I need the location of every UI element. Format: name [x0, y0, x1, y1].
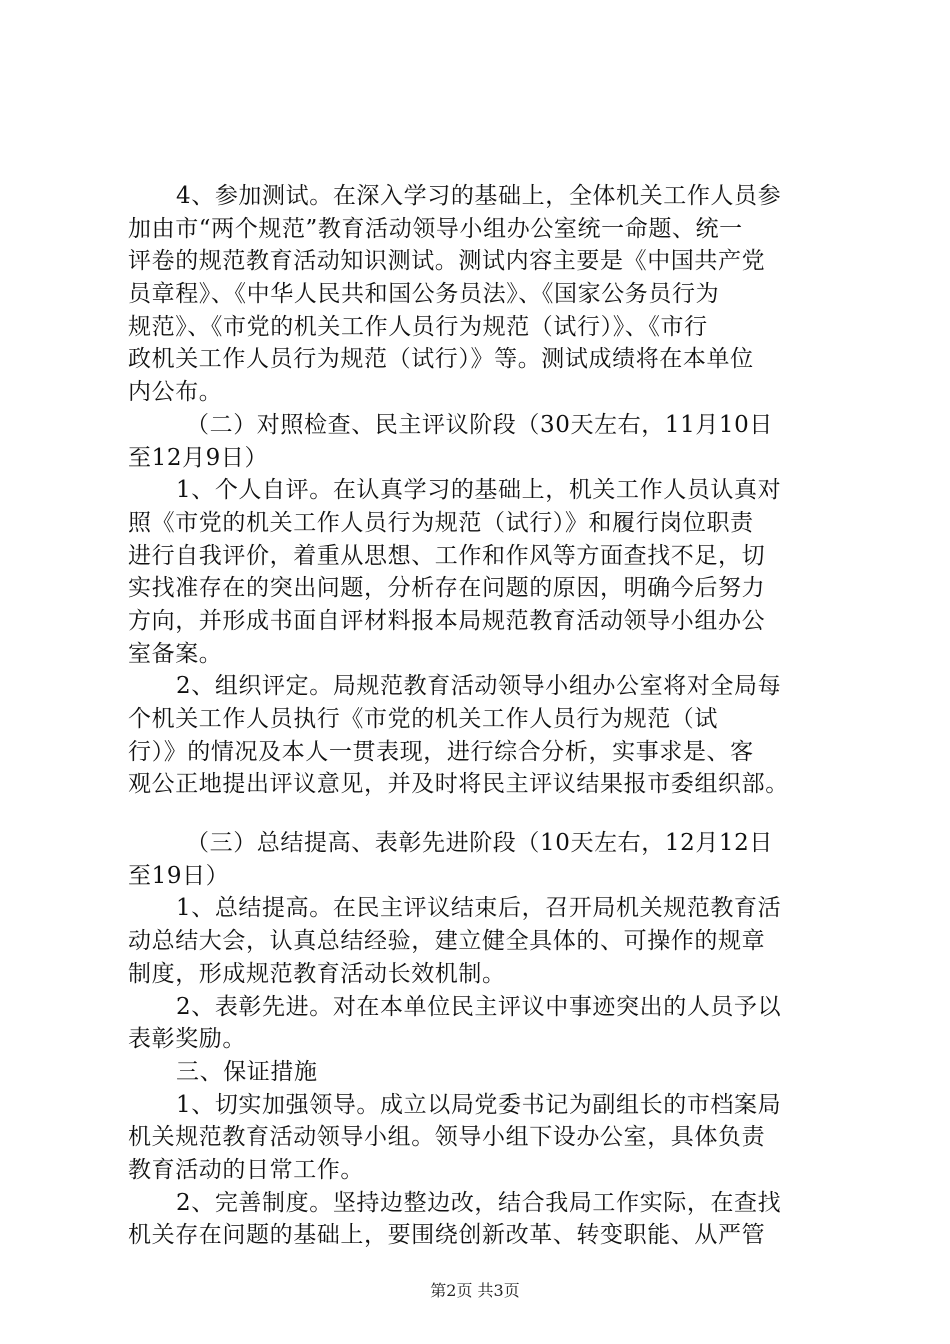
text-line: 制度，形成规范教育活动长效机制。	[128, 960, 506, 987]
text-line: 实找准存在的突出问题，分析存在问题的原因，明确今后努力	[128, 575, 766, 602]
document-body	[128, 180, 828, 1252]
text-line: 教育活动的日常工作。	[128, 1156, 364, 1183]
text-line: 三、保证措施	[176, 1058, 318, 1085]
page-footer: 第2页 共3页	[430, 1281, 520, 1300]
text-line: 观公正地提出评议意见，并及时将民主评议结果报市委组织部。	[128, 771, 789, 798]
text-line: 加由市“两个规范”教育活动领导小组办公室统一命题、统一	[128, 215, 743, 242]
text-line: （三）总结提高、表彰先进阶段（10天左右，12月12日	[186, 830, 773, 857]
text-line: 表彰奖励。	[128, 1026, 246, 1053]
text-line: （二）对照检查、民主评议阶段（30天左右，11月10日	[186, 411, 773, 438]
text-line: 方向，并形成书面自评材料报本局规范教育活动领导小组办公	[128, 607, 766, 634]
text-line: 室备案。	[128, 640, 223, 667]
paragraph-gap	[128, 801, 828, 827]
text-line: 至19日）	[128, 862, 230, 889]
text-line: 照《市党的机关工作人员行为规范（试行）》和履行岗位职责	[128, 509, 754, 536]
text-line: 动总结大会，认真总结经验，建立健全具体的、可操作的规章	[128, 928, 766, 955]
text-line: 规范》、《市党的机关工作人员行为规范（试行）》、《市行	[128, 313, 708, 340]
text-line: 1、总结提高。在民主评议结束后，召开局机关规范教育活	[176, 895, 782, 922]
text-line: 员章程》、《中华人民共和国公务员法》、《国家公务员行为	[128, 281, 720, 308]
text-line: 机关存在问题的基础上，要围绕创新改革、转变职能、从严管	[128, 1222, 766, 1249]
text-line: 进行自我评价，着重从思想、工作和作风等方面查找不足，切	[128, 542, 766, 569]
text-line: 个机关工作人员执行《市党的机关工作人员行为规范（试	[128, 706, 718, 732]
text-line: 4、参加测试。在深入学习的基础上，全体机关工作人员参	[176, 183, 782, 209]
text-line: 2、完善制度。坚持边整边改，结合我局工作实际，在查找	[176, 1189, 782, 1216]
text-line: 机关规范教育活动领导小组。领导小组下设办公室，具体负责	[128, 1124, 766, 1151]
text-line: 1、个人自评。在认真学习的基础上，机关工作人员认真对	[176, 477, 782, 504]
text-line: 评卷的规范教育活动知识测试。测试内容主要是《中国共产党	[128, 248, 766, 275]
text-line: 至12月9日）	[128, 444, 269, 471]
text-line: 内公布。	[128, 379, 223, 406]
text-line: 1、切实加强领导。成立以局党委书记为副组长的市档案局	[176, 1091, 782, 1118]
text-line: 政机关工作人员行为规范（试行）》等。测试成绩将在本单位	[128, 346, 754, 373]
text-line: 2、组织评定。局规范教育活动领导小组办公室将对全局每	[176, 673, 782, 700]
text-line: 行）》的情况及本人一贯表现，进行综合分析，实事求是、客	[128, 738, 754, 765]
text-line: 2、表彰先进。对在本单位民主评议中事迹突出的人员予以	[176, 993, 782, 1020]
